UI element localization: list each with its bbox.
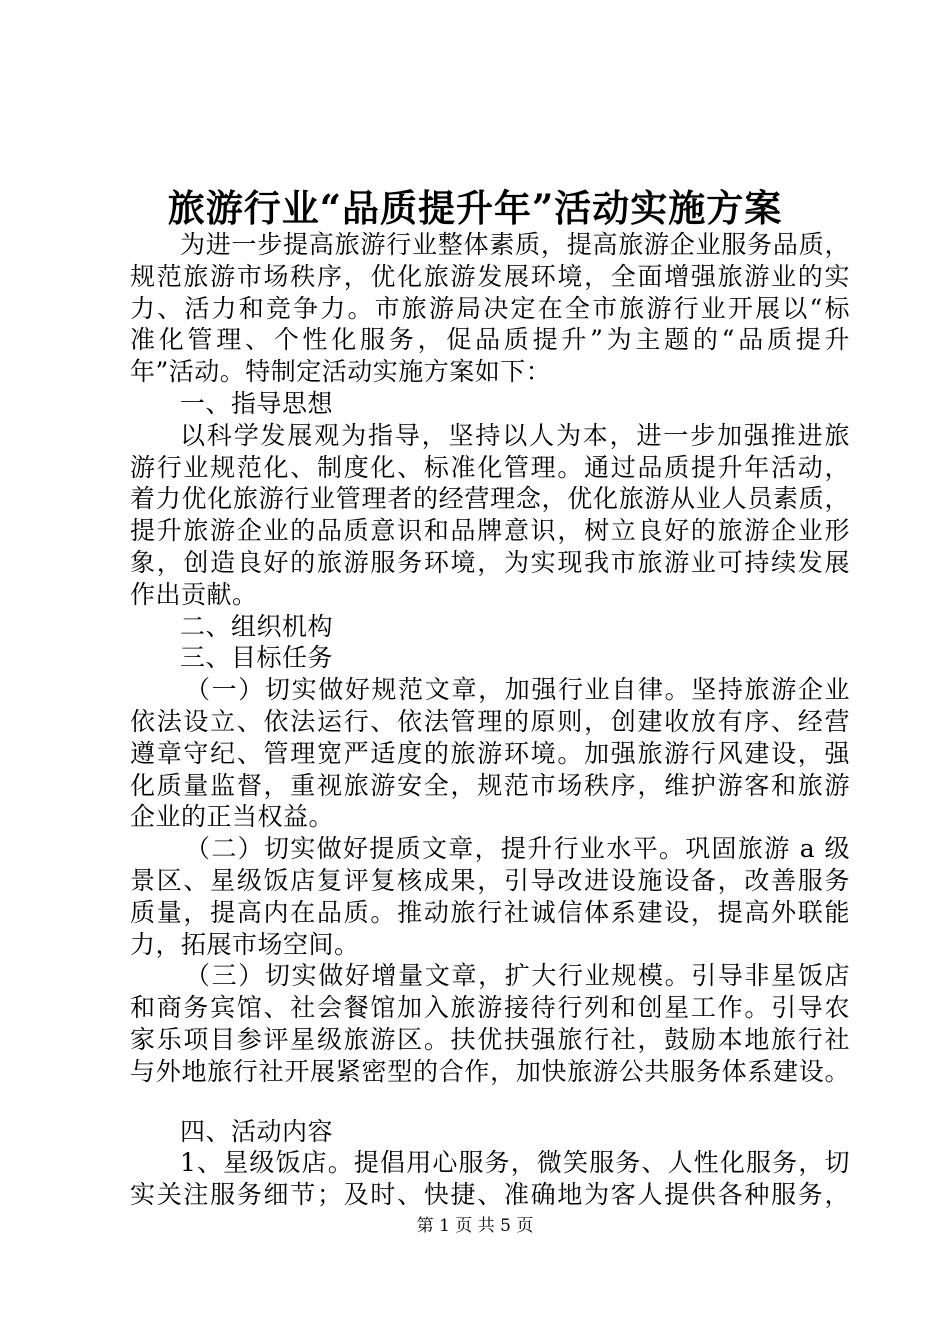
section-heading: 三、目标任务 xyxy=(180,643,334,673)
document-body xyxy=(130,229,850,1211)
section-heading: 四、活动内容 xyxy=(180,1116,334,1146)
paragraph-line: 与外地旅行社开展紧密型的合作，加快旅游公共服务体系建设。 xyxy=(130,1056,850,1086)
paragraph-line: 力、活力和竞争力。市旅游局决定在全市旅游行业开展以“标 xyxy=(130,293,850,323)
section-heading: 二、组织机构 xyxy=(180,611,334,641)
paragraph-line: （二）切实做好提质文章，提升行业水平。巩固旅游 a 级 xyxy=(185,834,850,864)
paragraph-line: 依法设立、依法运行、依法管理的原则，创建收放有序、经营 xyxy=(130,706,850,736)
paragraph-line: 提升旅游企业的品质意识和品牌意识，树立良好的旅游企业形 xyxy=(130,516,850,546)
paragraph-spacer xyxy=(130,1088,850,1116)
paragraph-line: 力，拓展市场空间。 xyxy=(130,929,360,959)
paragraph-line: （三）切实做好增量文章，扩大行业规模。引导非星饭店 xyxy=(185,961,850,991)
paragraph-line: 家乐项目参评星级旅游区。扶优扶强旅行社，鼓励本地旅行社 xyxy=(130,1024,850,1054)
paragraph-line: 化质量监督，重视旅游安全，规范市场秩序，维护游客和旅游 xyxy=(130,770,850,800)
paragraph-line: 准化管理、个性化服务，促品质提升”为主题的“品质提升 xyxy=(130,325,850,355)
paragraph-line: 象，创造良好的旅游服务环境，为实现我市旅游业可持续发展 xyxy=(130,547,850,577)
paragraph-line: （一）切实做好规范文章，加强行业自律。坚持旅游企业 xyxy=(185,675,850,705)
page-footer: 第 1 页 共 5 页 xyxy=(416,1216,534,1236)
paragraph-line: 和商务宾馆、社会餐馆加入旅游接待行列和创星工作。引导农 xyxy=(130,993,850,1023)
paragraph-line: 作出贡献。 xyxy=(130,579,258,609)
paragraph-line: 规范旅游市场秩序，优化旅游发展环境，全面增强旅游业的实 xyxy=(130,261,850,291)
paragraph-line: 游行业规范化、制度化、标准化管理。通过品质提升年活动， xyxy=(130,452,850,482)
paragraph-line: 景区、星级饭店复评复核成果，引导改进设施设备，改善服务 xyxy=(130,865,850,895)
document-title: 旅游行业“品质提升年”活动实施方案 xyxy=(167,186,783,230)
section-heading: 一、指导思想 xyxy=(180,388,334,418)
paragraph-line: 着力优化旅游行业管理者的经营理念，优化旅游从业人员素质， xyxy=(130,484,850,514)
paragraph-line: 遵章守纪、管理宽严适度的旅游环境。加强旅游行风建设，强 xyxy=(130,738,850,768)
paragraph-line: 实关注服务细节；及时、快捷、准确地为客人提供各种服务， xyxy=(130,1180,850,1210)
paragraph-line: 企业的正当权益。 xyxy=(130,802,335,832)
paragraph-line: 以科学发展观为指导，坚持以人为本，进一步加强推进旅 xyxy=(180,420,850,450)
paragraph-line: 年”活动。特制定活动实施方案如下： xyxy=(130,357,552,387)
paragraph-line: 1、星级饭店。提倡用心服务，微笑服务、人性化服务，切 xyxy=(180,1148,850,1178)
paragraph-line: 为进一步提高旅游行业整体素质，提高旅游企业服务品质， xyxy=(180,230,850,259)
paragraph-line: 质量，提高内在品质。推动旅行社诚信体系建设，提高外联能 xyxy=(130,897,850,927)
